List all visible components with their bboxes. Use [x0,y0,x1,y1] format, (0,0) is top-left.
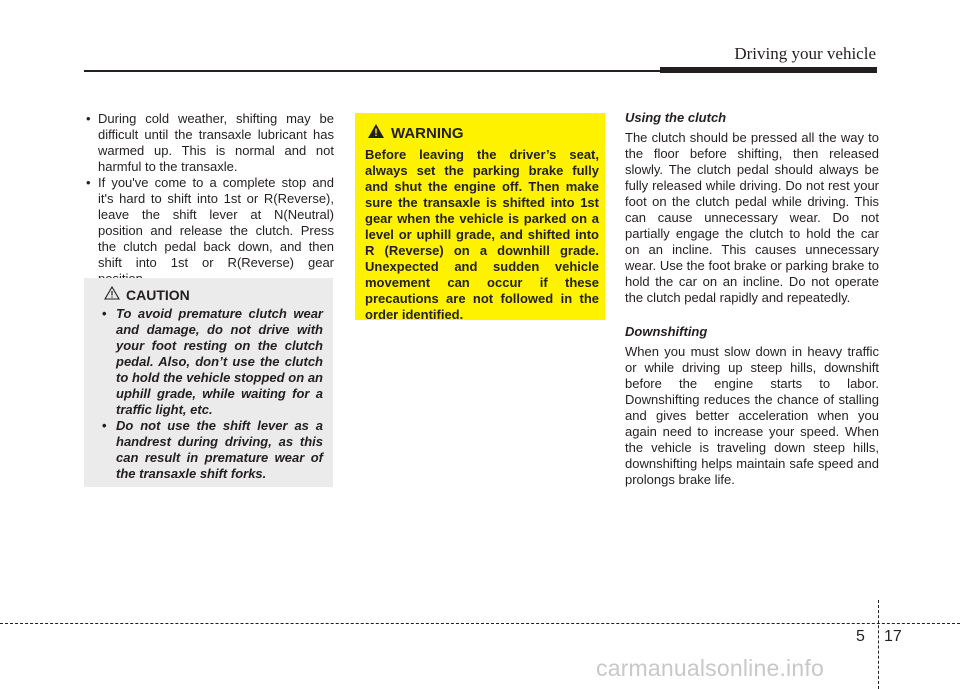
header-rule [84,70,660,72]
chapter-number: 5 [856,628,865,645]
clutch-heading: Using the clutch [625,110,727,125]
list-item: • During cold weather, shifting may be difficult until the transaxle lubricant has warmed up. This is normal and not harmful to the transaxle. [84,111,334,175]
list-item: • Do not use the shift lever as a handrest during driving, as this can result in premature wear of the transaxle shift forks. [96,418,323,482]
list-item: • If you've come to a complete stop and it's hard to shift into 1st or R(Reverse), leave the shift lever at N(Neutral) position and release the clutch. Press the clutch pedal back down, and then shift into 1st or R(Reverse) gear [84,175,334,287]
footer-rule [0,623,960,624]
section-title: Driving your vehicle [734,44,876,63]
warning-triangle-icon [367,123,385,143]
left-column [84,111,334,287]
caution-header [104,286,323,303]
header-rule-accent [660,67,877,73]
watermark: carmanualsonline.info [596,655,824,681]
caution-list [96,306,323,482]
list-item: • To avoid premature clutch wear and damage, do not drive with your foot resting on the clutch pedal. Also, don’t use the clutch to hold the vehicle stopped on an uphill grade, while waiting for a traffic light, etc. [96,306,323,418]
footer-divider [878,600,879,689]
caution-box [84,278,333,487]
warning-header [367,123,599,143]
warning-box [355,113,605,320]
downshift-text: When you must slow down in heavy traffic or while driving up steep hills, downshift before the engine starts to labor. Downshifting reduces the chance of stalling and gives better acceleration when you again need to increase your speed. When the vehicle is traveling down steep hills, downshifting helps maintain safe speed and prolongs brake life. [625,344,879,487]
caution-title: CAUTION [126,286,190,303]
warning-title: WARNING [391,124,464,142]
bullet-list [84,111,334,287]
page-number: 17 [884,628,902,645]
right-column [625,110,879,506]
downshift-heading: Downshifting [625,324,708,339]
caution-triangle-icon [104,286,120,303]
clutch-text: The clutch should be pressed all the way to the floor before shifting, then released slowly. The clutch pedal should always be fully released while driving. Do not rest your foot on the clutch pedal while driving. This can cause unnecessary wear. Do not partially engage the clutch to hold the car on an incline. This causes unnecessary wear. Use the foot brake or parking brake to hold the car on an incline. Do not operate the clutch pedal rapidly and repeatedly. [625,130,879,305]
warning-text: Before leaving the driver’s seat, always set the parking brake fully and shut the engine off. Then make sure the transaxle is shifted into 1st gear when the vehicle is parked on a level or uphill grade, and shifted into R (Reverse) on a downhill grade. Unexpected and sudden vehicle movement can occur if these precautions are not followed in the order identified. [365,147,599,322]
